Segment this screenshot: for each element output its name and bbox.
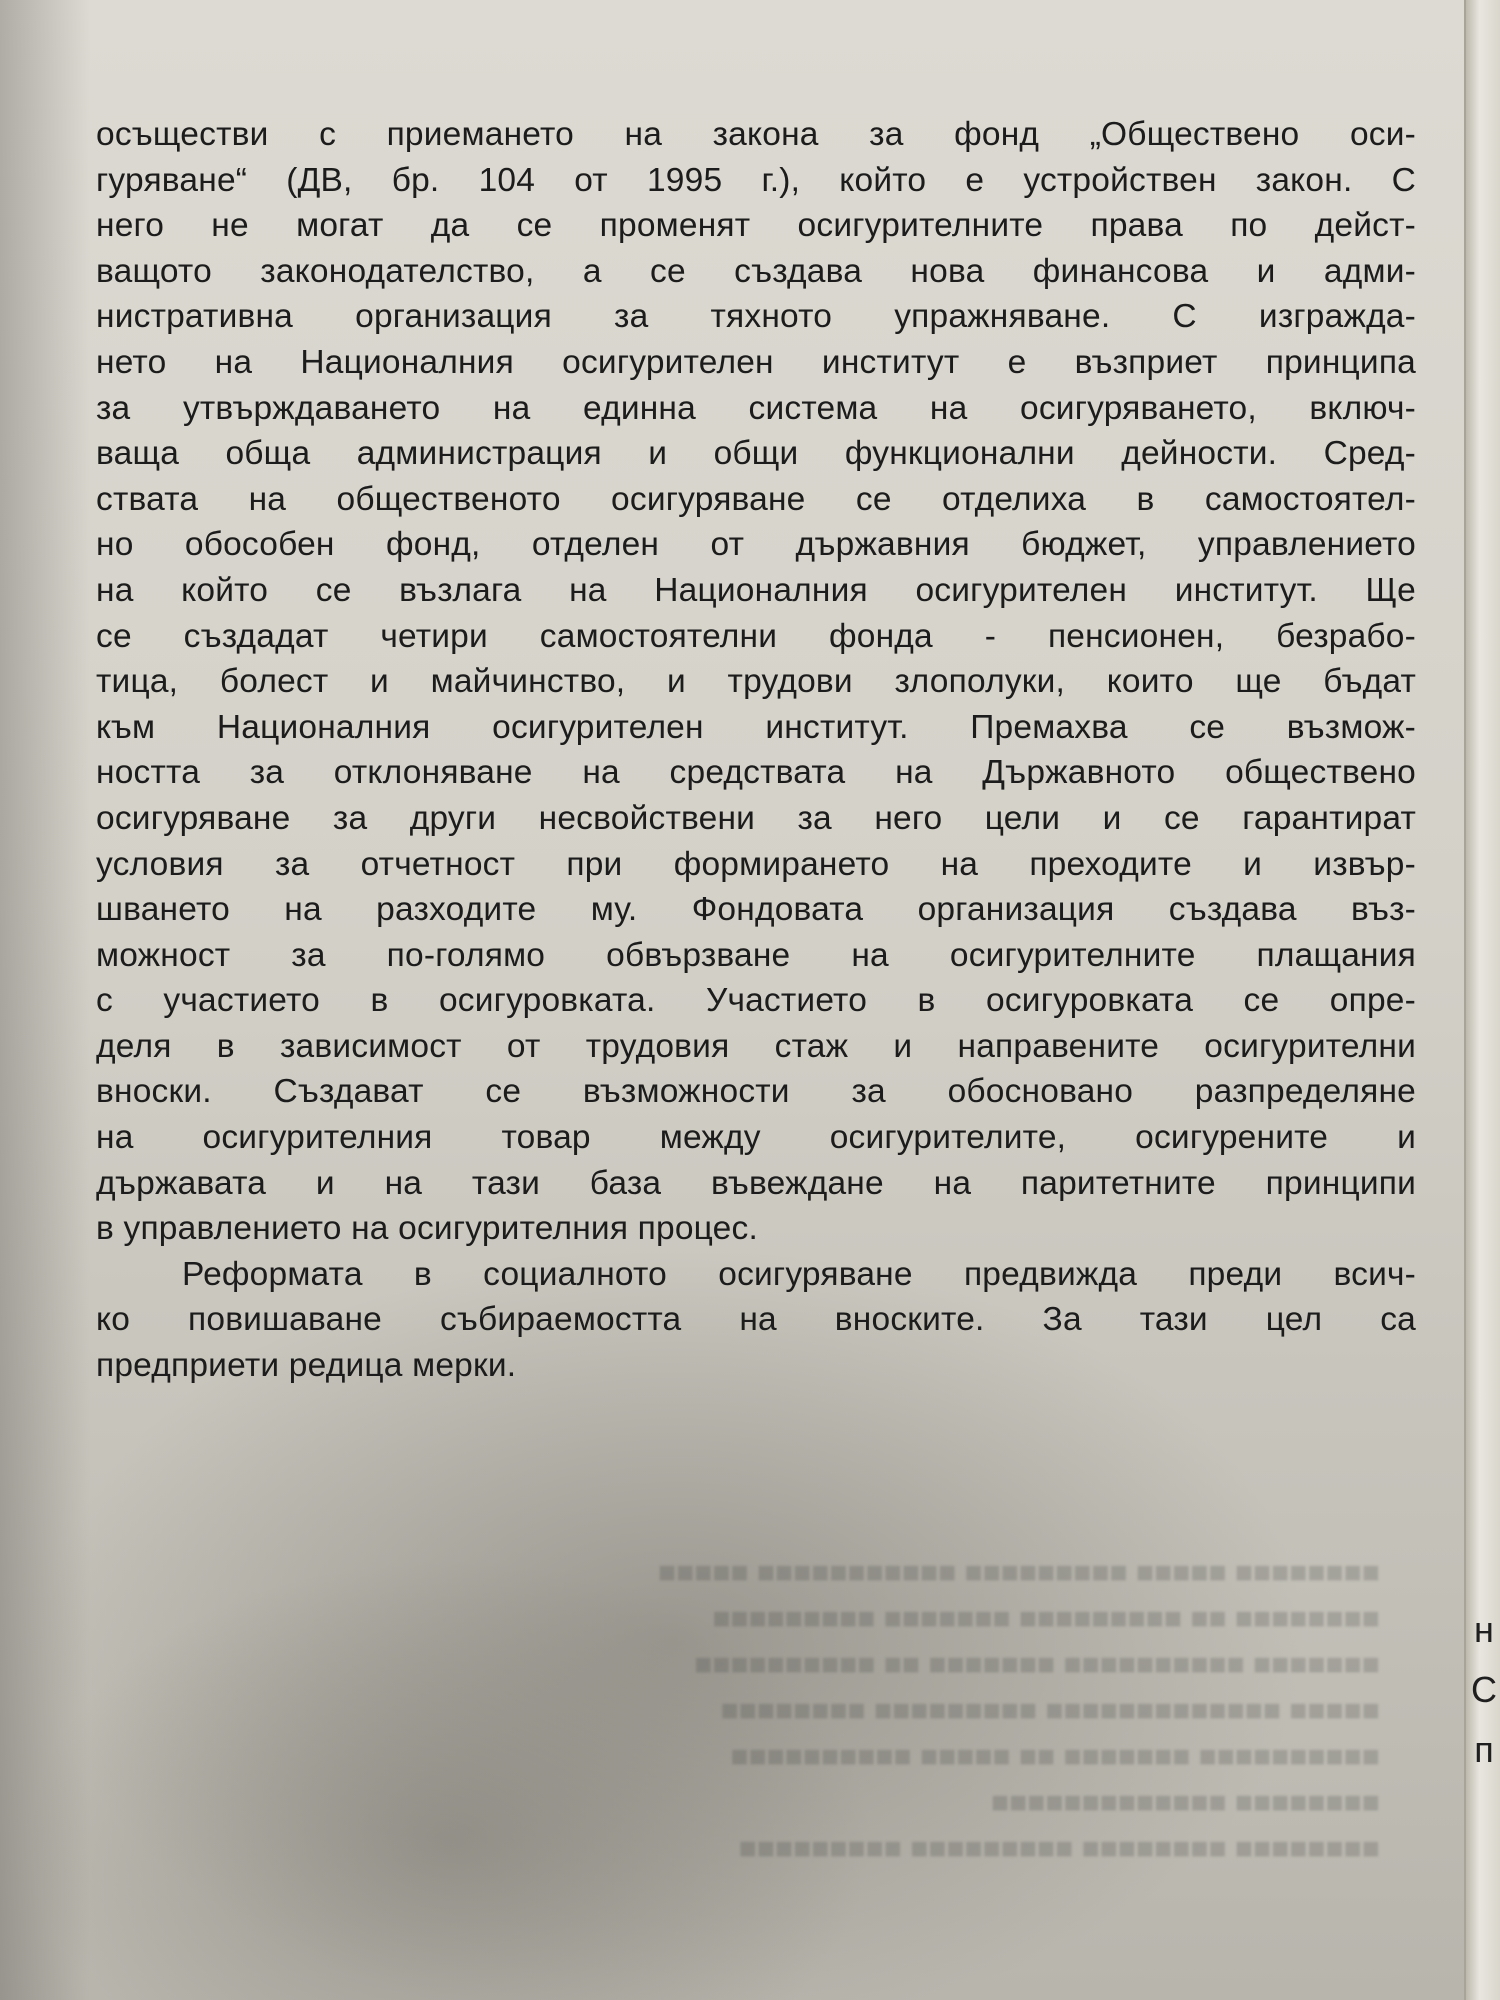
text-line: Реформата в социалното осигуряване предвижда преди всич- <box>182 1255 1416 1293</box>
text-line: нистративна организация за тяхното упражняване. С изгражда- <box>96 298 1416 336</box>
text-line: в управлението на осигурителния процес. <box>96 1210 758 1248</box>
text-line: шването на разходите му. Фондовата организация създава въз- <box>96 891 1416 929</box>
text-line: вноски. Създават се възможности за обосновано разпределяне <box>96 1073 1416 1111</box>
paragraph-2 <box>96 1252 1416 1389</box>
text-line: ваща обща администрация и общи функционални дейности. Сред- <box>96 435 1416 473</box>
text-line: условия за отчетност при формирането на преходите и извър- <box>96 845 1416 883</box>
text-line: ващото законодателство, а се създава нова финансова и адми- <box>96 252 1416 290</box>
next-page-letters <box>1470 1600 1498 1780</box>
text-line: за утвърждаването на единна система на осигуряването, включ- <box>96 389 1416 427</box>
edge-letter: н <box>1474 1609 1494 1650</box>
page-shadow <box>0 0 90 2000</box>
next-page-edge <box>1464 0 1500 2000</box>
text-line: тица, болест и майчинство, и трудови злополуки, които ще бъдат <box>96 663 1416 701</box>
text-line: но обособен фонд, отделен от държавния бюджет, управлението <box>96 526 1416 564</box>
text-line: нето на Националния осигурителен институт е възприет принципа <box>96 343 1416 381</box>
text-line: осигуряване за други несвойствени за него цели и се гарантират <box>96 799 1416 837</box>
edge-letter: С <box>1471 1669 1497 1710</box>
text-line: на осигурителния товар между осигурителите, осигурените и <box>96 1119 1416 1157</box>
text-line: държавата и на тази база въвеждане на паритетните принципи <box>96 1164 1416 1202</box>
text-line: с участието в осигуровката. Участието в осигуровката се опре- <box>96 982 1416 1020</box>
text-line: ността за отклоняване на средствата на Държавното обществено <box>96 754 1416 792</box>
text-line: ко повишаване събираемостта на вноските. За тази цел са <box>96 1301 1416 1339</box>
show-through-text: ■■■■■■■■ ■■■■■ ■■■■■■■■■ ■■■■■■■■■■■ ■■■■■ ■■■■■■■■ ■■ ■■■■■■■■■ ■■■■■■■ ■■■■■■■■■ ■■■■■■■ ■■■■■■■■■■ ■■■■■■■ ■■ ■■■■■■■■■■ ■■■■■ ■■■■■■■■■■■■■ ■■■■■■■■■ ■■■■■■■■ ■■■■■■■■■■ ■■■■■■■ ■■ ■■■■■ ■■■■■■■■■■ ■■■■■■■■ ■■■■■■■■■■■■■ ■■■■■■■■ ■■■■■■■■ ■■■■■■■■■ ■■■■■■■■■ <box>658 1556 1380 1865</box>
text-line: гуряване“ (ДВ, бр. 104 от 1995 г.), който е устройствен закон. С <box>96 161 1416 199</box>
paragraph-1 <box>96 112 1416 1252</box>
text-line: можност за по-голямо обвързване на осигурителните плащания <box>96 936 1416 974</box>
text-line: на който се възлага на Националния осигурителен институт. Ще <box>96 571 1416 609</box>
text-line: ствата на общественото осигуряване се отделиха в самостоятел- <box>96 480 1416 518</box>
text-line: него не могат да се променят осигурителните права по дейст- <box>96 207 1416 245</box>
text-line: се създадат четири самостоятелни фонда - пенсионен, безрабо- <box>96 617 1416 655</box>
body-text <box>96 112 1416 1389</box>
text-line: към Националния осигурителен институт. Премахва се възмож- <box>96 708 1416 746</box>
text-line: деля в зависимост от трудовия стаж и направените осигурителни <box>96 1027 1416 1065</box>
text-line: осъществи с приемането на закона за фонд „Обществено оси- <box>96 116 1416 153</box>
text-line: предприети редица мерки. <box>96 1347 517 1385</box>
edge-letter: п <box>1474 1729 1494 1770</box>
